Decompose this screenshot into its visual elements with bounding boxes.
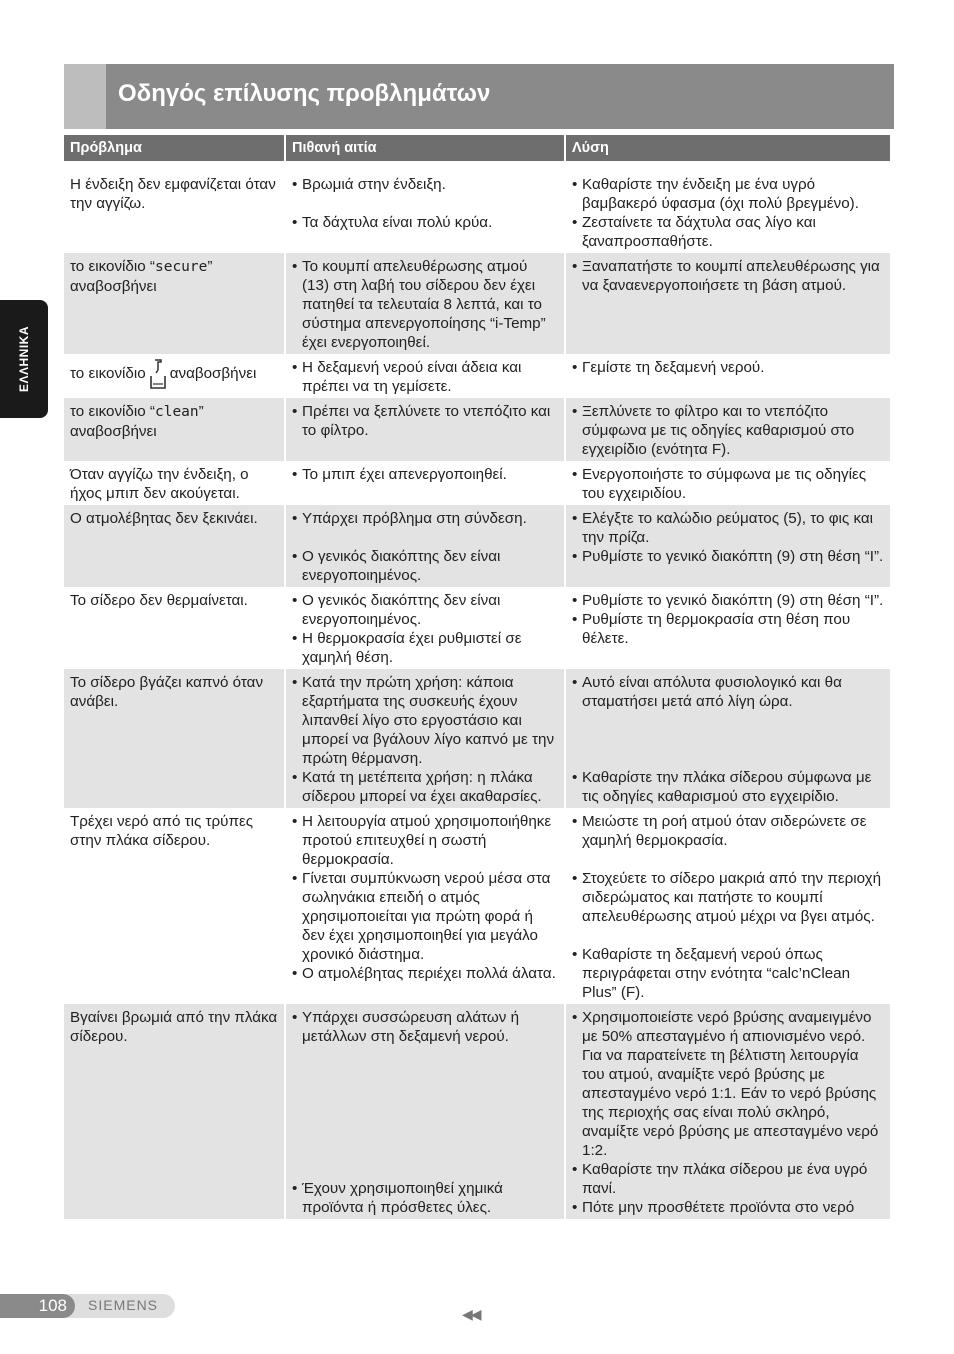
solution-cell <box>564 669 890 808</box>
problem-cell: Όταν αγγίζω την ένδειξη, ο ήχος μπιπ δεν ακούγεται. <box>70 466 249 502</box>
cause-cell <box>284 505 564 587</box>
page-title: Οδηγός επίλυσης προβλημάτων <box>118 80 491 107</box>
solution-item: • Ξαναπατήστε το κουμπί απελευθέρωσης για να ξαναενεργοποιήσετε τη βάση ατμού. <box>572 257 884 295</box>
solution-item: • Αυτό είναι απόλυτα φυσιολογικό και θα σταματήσει μετά από λίγη ώρα. <box>572 673 884 711</box>
cause-item: • Το μπιπ έχει απενεργοποιηθεί. <box>292 465 558 484</box>
solution-cell <box>564 808 890 1004</box>
secure-icon-label: secure <box>154 259 208 275</box>
language-label: ΕΛΛΗΝΙΚΑ <box>17 325 31 393</box>
solution-item: • Καθαρίστε την πλάκα σίδερου σύμφωνα με τις οδηγίες καθαρισμού στο εγχειρίδιο. <box>572 768 884 806</box>
cause-item: • Η θερμοκρασία έχει ρυθμιστεί σε χαμηλή θέση. <box>292 629 558 667</box>
solution-cell <box>564 354 890 398</box>
cause-item: • Ο ατμολέβητας περιέχει πολλά άλατα. <box>292 964 558 983</box>
cause-item: • Κατά τη μετέπειτα χρήση: η πλάκα σίδερου μπορεί να έχει ακαθαρσίες. <box>292 768 558 806</box>
problem-cell <box>64 398 284 461</box>
table-row <box>64 161 890 253</box>
problem-cell <box>64 253 284 354</box>
cause-item: • Υπάρχει συσσώρευση αλάτων ή μετάλλων στη δεξαμενή νερού. <box>292 1008 558 1046</box>
cause-cell <box>284 587 564 669</box>
solution-item: • Ενεργοποιήστε το σύμφωνα με τις οδηγίες του εγχειριδίου. <box>572 465 884 503</box>
problem-text: το εικονίδιο “ <box>70 258 155 275</box>
solution-item: • Καθαρίστε την πλάκα σίδερου με ένα υγρό πανί. <box>572 1160 884 1198</box>
cause-item: • Η δεξαμενή νερού είναι άδεια και πρέπει να τη γεμίσετε. <box>292 358 558 396</box>
water-tank-icon <box>149 358 167 390</box>
cause-item: • Βρωμιά στην ένδειξη. <box>292 175 558 194</box>
troubleshooting-table <box>64 135 890 1219</box>
solution-cell <box>564 1004 890 1219</box>
cause-item: • Ο γενικός διακόπτης δεν είναι ενεργοποιημένος. <box>292 591 558 629</box>
table-row <box>64 505 890 587</box>
cause-cell <box>284 398 564 461</box>
table-row <box>64 253 890 354</box>
problem-cell: Βγαίνει βρωμιά από την πλάκα σίδερου. <box>64 1004 284 1219</box>
cause-item: • Γίνεται συμπύκνωση νερού μέσα στα σωληνάκια επειδή ο ατμός χρησιμοποιείται για πρώτη φορά ή δεν έχει χρησιμοποιηθεί για μεγάλο χρονικό διάστημα. <box>292 869 558 964</box>
cause-item: • Ο γενικός διακόπτης δεν είναι ενεργοποιημένος. <box>292 547 558 585</box>
cause-cell <box>284 161 564 253</box>
column-header-problem: Πρόβλημα <box>64 135 284 161</box>
solution-item: • Ρυθμίστε το γενικό διακόπτη (9) στη θέση “I”. <box>572 547 884 566</box>
table-row <box>64 1004 890 1219</box>
solution-cell <box>564 398 890 461</box>
table-row <box>64 669 890 808</box>
table-row <box>64 808 890 1004</box>
solution-item: • Ελέγξτε το καλώδιο ρεύματος (5), το φις και την πρίζα. <box>572 509 884 547</box>
table-row <box>64 354 890 398</box>
solution-cell <box>564 587 890 669</box>
solution-item: • Καθαρίστε τη δεξαμενή νερού όπως περιγράφεται στην ενότητα “calc’nClean Plus” (F). <box>572 945 884 1002</box>
solution-item: • Ξεπλύνετε το φίλτρο και το ντεπόζιτο σύμφωνα με τις οδηγίες καθαρισμού στο εγχειρίδιο (ενότητα F). <box>572 402 884 459</box>
solution-cell <box>564 253 890 354</box>
problem-text: ” αναβοσβήνει <box>70 403 204 440</box>
cause-item: • Η λειτουργία ατμού χρησιμοποιήθηκε προτού επιτευχθεί η σωστή θερμοκρασία. <box>292 812 558 869</box>
problem-text: το εικονίδιο “ <box>70 403 155 420</box>
table-row <box>64 587 890 669</box>
table-row <box>64 398 890 461</box>
column-header-solution: Λύση <box>564 135 890 161</box>
double-left-arrow-icon[interactable]: ◀◀ <box>462 1306 480 1322</box>
solution-item: • Γεμίστε τη δεξαμενή νερού. <box>572 358 884 377</box>
table-row <box>64 461 890 505</box>
solution-item: • Ζεσταίνετε τα δάχτυλα σας λίγο και ξαναπροσπαθήστε. <box>572 213 884 251</box>
language-side-tab <box>0 300 48 418</box>
cause-item: • Κατά την πρώτη χρήση: κάποια εξαρτήματα της συσκευής έχουν λιπανθεί λίγο στο εργοστάσιο και μπορεί να βγάλουν λίγο καπνό με την πρώτη θέρμανση. <box>292 673 558 768</box>
problem-cell <box>64 354 284 398</box>
problem-text: το εικονίδιο <box>70 365 146 383</box>
cause-cell <box>284 808 564 1004</box>
solution-item: • Ρυθμίστε τη θερμοκρασία στη θέση που θέλετε. <box>572 610 884 648</box>
cause-cell <box>284 253 564 354</box>
cause-cell <box>284 354 564 398</box>
problem-text: αναβοσβήνει <box>169 365 257 383</box>
cause-item: • Έχουν χρησιμοποιηθεί χημικά προϊόντα ή πρόσθετες ύλες. <box>292 1179 558 1217</box>
problem-cell: Ο ατμολέβητας δεν ξεκινάει. <box>64 505 284 587</box>
solution-item: • Χρησιμοποιείστε νερό βρύσης αναμειγμένο με 50% απεσταγμένο ή απιονισμένο νερό. Για να παρατείνετε τη βέλτιστη λειτουργία του ατμού, αναμίξτε νερό βρύσης με απεσταγμένο νερό 1:1. Εάν το νερό βρύσης της περιοχής σας είναι πολύ σκληρό, αναμίξτε νερό βρύσης με απεσταγμένο νερό 1:2. <box>572 1008 884 1160</box>
clean-icon-label: clean <box>154 404 199 420</box>
solution-item: • Στοχεύετε το σίδερο μακριά από την περιοχή σιδερώματος και πατήστε το κουμπί απελευθέρωσης ατμού μέχρι να βγει ατμός. <box>572 869 884 926</box>
solution-cell <box>564 505 890 587</box>
problem-cell: Το σίδερο δεν θερμαίνεται. <box>70 592 248 609</box>
solution-item: • Μειώστε τη ροή ατμού όταν σιδερώνετε σε χαμηλή θερμοκρασία. <box>572 812 884 850</box>
brand-name: SIEMENS <box>88 1297 159 1313</box>
problem-cell: Η ένδειξη δεν εμφανίζεται όταν την αγγίζω. <box>70 176 276 212</box>
problem-text: ” αναβοσβήνει <box>70 258 213 295</box>
table-header-row <box>64 135 890 161</box>
cause-item: • Τα δάχτυλα είναι πολύ κρύα. <box>292 213 558 232</box>
cause-item: • Υπάρχει πρόβλημα στη σύνδεση. <box>292 509 558 528</box>
problem-cell: Τρέχει νερό από τις τρύπες στην πλάκα σίδερου. <box>70 813 254 849</box>
solution-item: • Καθαρίστε την ένδειξη με ένα υγρό βαμβακερό ύφασμα (όχι πολύ βρεγμένο). <box>572 175 884 213</box>
problem-cell: Το σίδερο βγάζει καπνό όταν ανάβει. <box>64 669 284 808</box>
column-header-cause: Πιθανή αιτία <box>284 135 564 161</box>
solution-cell <box>564 161 890 253</box>
cause-item: • Πρέπει να ξεπλύνετε το ντεπόζιτο και το φίλτρο. <box>292 402 558 440</box>
cause-cell <box>284 461 564 505</box>
solution-item: • Πότε μην προσθέτετε προϊόντα στο νερό <box>572 1198 884 1217</box>
header-accent <box>64 64 106 129</box>
cause-cell <box>284 1004 564 1219</box>
solution-cell <box>564 461 890 505</box>
cause-cell <box>284 669 564 808</box>
page-number: 108 <box>0 1294 75 1318</box>
cause-item: • Το κουμπί απελευθέρωσης ατμού (13) στη λαβή του σίδερου δεν έχει πατηθεί τα τελευταία 8 λεπτά, και το σύστημα απενεργοποίησης “i-Temp” έχει ενεργοποιηθεί. <box>292 257 558 352</box>
solution-item: • Ρυθμίστε το γενικό διακόπτη (9) στη θέση “I”. <box>572 591 884 610</box>
